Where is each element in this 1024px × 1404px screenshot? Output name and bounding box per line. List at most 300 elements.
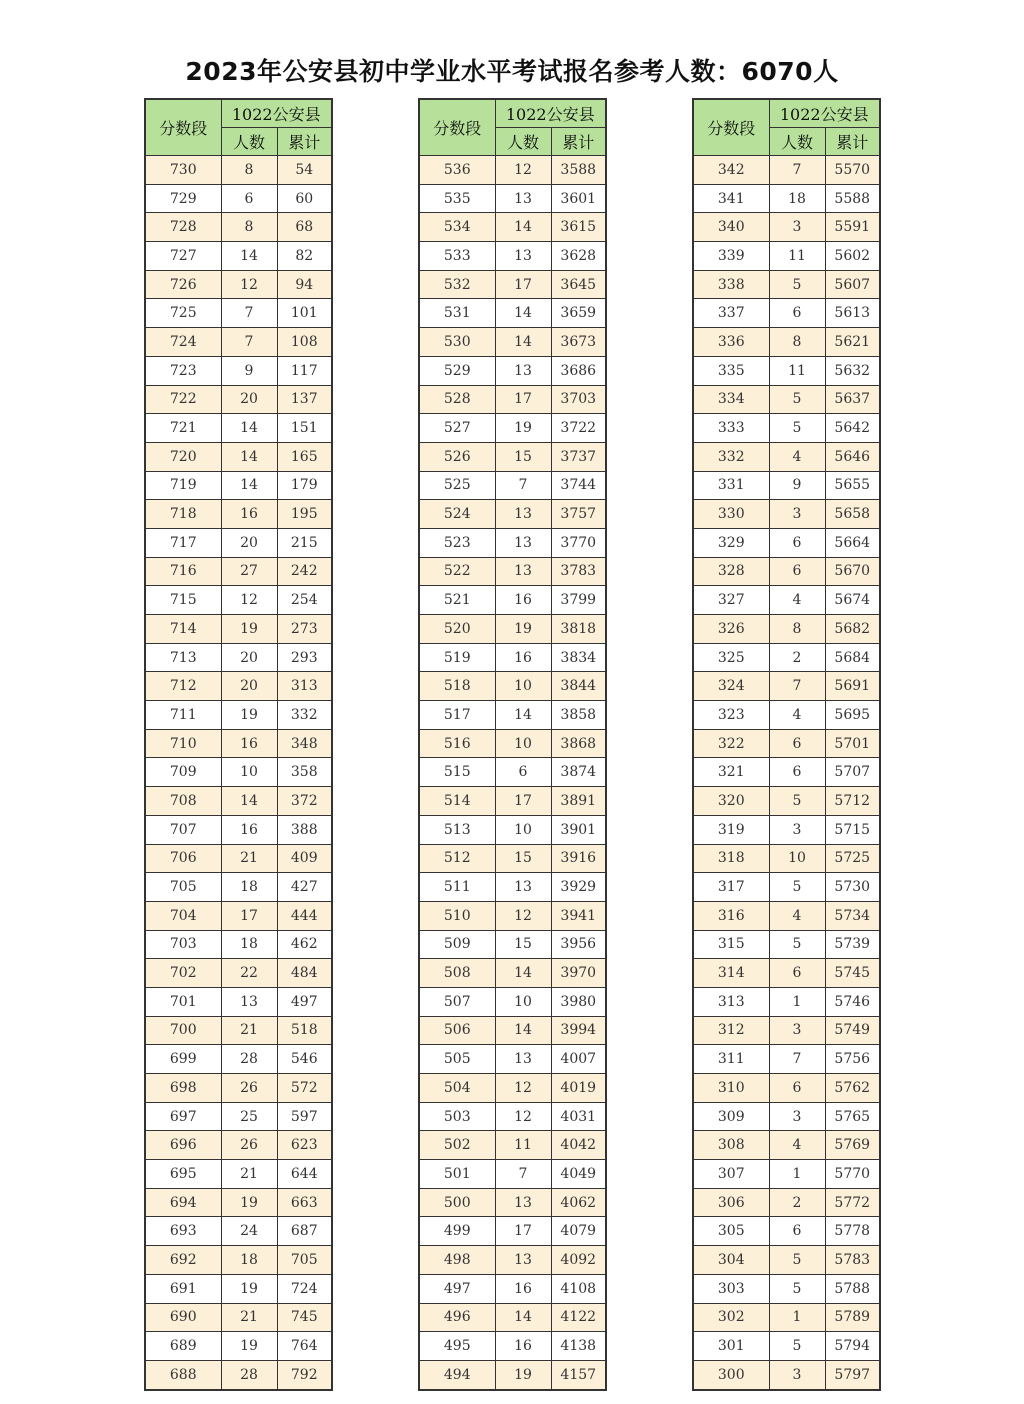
table-row [693,471,880,500]
cumulative-cell: 137 [277,385,332,414]
cumulative-cell: 3916 [551,844,606,873]
count-cell: 19 [221,701,277,730]
count-cell: 26 [221,1131,277,1160]
table-row [419,1360,606,1389]
cumulative-cell: 5756 [825,1045,880,1074]
cumulative-cell: 117 [277,356,332,385]
table-row [145,787,332,816]
table-row [145,1016,332,1045]
cumulative-cell: 644 [277,1160,332,1189]
count-cell: 10 [221,758,277,787]
score-cell: 698 [145,1074,221,1103]
cumulative-cell: 3844 [551,672,606,701]
count-cell: 5 [769,930,825,959]
table-row [419,557,606,586]
score-cell: 688 [145,1360,221,1389]
cumulative-cell: 4007 [551,1045,606,1074]
cumulative-cell: 705 [277,1246,332,1275]
score-cell: 304 [693,1246,769,1275]
table-row [693,1360,880,1389]
table-body [419,156,606,1390]
table-row [419,1131,606,1160]
count-cell: 2 [769,1188,825,1217]
table-row [145,758,332,787]
cumulative-cell: 5772 [825,1188,880,1217]
count-cell: 7 [495,471,551,500]
score-cell: 711 [145,701,221,730]
table-row [693,242,880,271]
count-cell: 13 [495,873,551,902]
score-cell: 529 [419,356,495,385]
table-row [145,1360,332,1389]
cumulative-cell: 242 [277,557,332,586]
cumulative-cell: 388 [277,815,332,844]
score-cell: 330 [693,500,769,529]
table-row [419,500,606,529]
score-cell: 495 [419,1332,495,1361]
cumulative-cell: 484 [277,959,332,988]
count-cell: 3 [769,500,825,529]
table-row [419,758,606,787]
cumulative-cell: 101 [277,299,332,328]
score-cell: 715 [145,586,221,615]
table-row [419,844,606,873]
cumulative-cell: 3628 [551,242,606,271]
cumulative-cell: 5788 [825,1274,880,1303]
count-cell: 17 [221,901,277,930]
score-cell: 527 [419,414,495,443]
count-cell: 6 [495,758,551,787]
table-row [693,615,880,644]
count-cell: 6 [221,184,277,213]
count-cell: 3 [769,1016,825,1045]
count-cell: 14 [495,1303,551,1332]
cumulative-cell: 3799 [551,586,606,615]
score-cell: 696 [145,1131,221,1160]
cumulative-cell: 293 [277,643,332,672]
score-cell: 505 [419,1045,495,1074]
count-cell: 13 [495,184,551,213]
score-cell: 693 [145,1217,221,1246]
table-row [419,1332,606,1361]
cumulative-cell: 427 [277,873,332,902]
score-cell: 313 [693,987,769,1016]
cumulative-cell: 3659 [551,299,606,328]
table-row [693,701,880,730]
score-cell: 726 [145,270,221,299]
cumulative-cell: 54 [277,156,332,185]
region-header: 1022公安县 [221,99,332,128]
table-row [693,959,880,988]
cumulative-cell: 5632 [825,356,880,385]
count-cell: 17 [495,385,551,414]
score-cell: 702 [145,959,221,988]
table-row [419,1246,606,1275]
score-cell: 689 [145,1332,221,1361]
cumulative-cell: 5674 [825,586,880,615]
count-cell: 19 [221,1188,277,1217]
count-cell: 7 [495,1160,551,1189]
table-row [145,1303,332,1332]
table-row [145,643,332,672]
table-row [693,787,880,816]
cumulative-cell: 5646 [825,442,880,471]
cumulative-cell: 3601 [551,184,606,213]
score-cell: 707 [145,815,221,844]
cumulative-header: 累计 [551,128,606,156]
table-row [419,1016,606,1045]
cumulative-cell: 5613 [825,299,880,328]
table-row [419,729,606,758]
table-row [145,385,332,414]
score-cell: 513 [419,815,495,844]
cumulative-cell: 764 [277,1332,332,1361]
count-cell: 14 [495,213,551,242]
count-cell: 10 [495,672,551,701]
score-cell: 701 [145,987,221,1016]
table-row [419,270,606,299]
count-cell: 20 [221,385,277,414]
table-row [419,471,606,500]
score-cell: 301 [693,1332,769,1361]
count-cell: 14 [221,442,277,471]
table-row [145,873,332,902]
table-row [419,787,606,816]
cumulative-cell: 195 [277,500,332,529]
cumulative-cell: 108 [277,328,332,357]
score-cell: 496 [419,1303,495,1332]
cumulative-cell: 497 [277,987,332,1016]
table-row [145,299,332,328]
table-row [693,328,880,357]
table-row [693,557,880,586]
score-cell: 534 [419,213,495,242]
score-cell: 695 [145,1160,221,1189]
cumulative-cell: 4157 [551,1360,606,1389]
count-cell: 20 [221,672,277,701]
count-cell: 17 [495,1217,551,1246]
table-body [145,156,332,1390]
score-cell: 692 [145,1246,221,1275]
table-row [693,1274,880,1303]
count-cell: 15 [495,930,551,959]
cumulative-cell: 60 [277,184,332,213]
score-cell: 714 [145,615,221,644]
cumulative-cell: 5707 [825,758,880,787]
cumulative-cell: 724 [277,1274,332,1303]
score-cell: 708 [145,787,221,816]
count-cell: 28 [221,1360,277,1389]
count-cell: 12 [495,1102,551,1131]
score-cell: 511 [419,873,495,902]
cumulative-cell: 4122 [551,1303,606,1332]
table-row [693,1016,880,1045]
score-cell: 318 [693,844,769,873]
count-cell: 10 [495,729,551,758]
count-cell: 13 [495,500,551,529]
cumulative-cell: 4042 [551,1131,606,1160]
table-row [693,729,880,758]
table-row [145,1274,332,1303]
table-row [145,1188,332,1217]
cumulative-cell: 5602 [825,242,880,271]
cumulative-cell: 215 [277,528,332,557]
score-cell: 498 [419,1246,495,1275]
cumulative-cell: 3673 [551,328,606,357]
table-row [693,442,880,471]
table-row [145,1045,332,1074]
score-cell: 528 [419,385,495,414]
cumulative-cell: 3645 [551,270,606,299]
count-cell: 13 [495,1246,551,1275]
count-cell: 6 [769,1074,825,1103]
table-row [419,930,606,959]
table-row [145,815,332,844]
count-cell: 13 [495,1188,551,1217]
count-cell: 8 [221,213,277,242]
table-row [145,701,332,730]
cumulative-cell: 3980 [551,987,606,1016]
table-row [693,873,880,902]
score-cell: 328 [693,557,769,586]
count-cell: 5 [769,385,825,414]
score-cell: 503 [419,1102,495,1131]
table-row [693,1303,880,1332]
score-cell: 718 [145,500,221,529]
table-row [693,356,880,385]
count-cell: 2 [769,643,825,672]
table-row [145,270,332,299]
score-cell: 315 [693,930,769,959]
cumulative-cell: 3956 [551,930,606,959]
table-row [145,930,332,959]
table-row [419,1102,606,1131]
count-cell: 19 [221,615,277,644]
cumulative-cell: 5642 [825,414,880,443]
score-cell: 518 [419,672,495,701]
cumulative-cell: 3703 [551,385,606,414]
count-cell: 8 [769,328,825,357]
score-cell: 690 [145,1303,221,1332]
count-cell: 5 [769,1274,825,1303]
score-cell: 699 [145,1045,221,1074]
table-row [693,672,880,701]
table-row [419,1188,606,1217]
table-row [419,1160,606,1189]
count-cell: 26 [221,1074,277,1103]
count-cell: 15 [495,442,551,471]
cumulative-cell: 5570 [825,156,880,185]
count-cell: 21 [221,1016,277,1045]
count-cell: 18 [221,1246,277,1275]
cumulative-cell: 5591 [825,213,880,242]
cumulative-cell: 3783 [551,557,606,586]
score-cell: 720 [145,442,221,471]
table-row [693,586,880,615]
cumulative-cell: 3770 [551,528,606,557]
score-cell: 516 [419,729,495,758]
cumulative-cell: 3868 [551,729,606,758]
cumulative-cell: 94 [277,270,332,299]
score-cell: 333 [693,414,769,443]
count-cell: 16 [221,815,277,844]
score-table-1 [144,98,333,1391]
score-header: 分数段 [145,99,221,156]
count-cell: 5 [769,1332,825,1361]
score-cell: 507 [419,987,495,1016]
cumulative-cell: 5783 [825,1246,880,1275]
score-cell: 307 [693,1160,769,1189]
cumulative-cell: 313 [277,672,332,701]
score-cell: 302 [693,1303,769,1332]
table-row [693,1188,880,1217]
score-cell: 536 [419,156,495,185]
table-row [419,1045,606,1074]
score-cell: 728 [145,213,221,242]
count-cell: 19 [495,615,551,644]
score-cell: 326 [693,615,769,644]
count-cell: 11 [769,356,825,385]
score-cell: 706 [145,844,221,873]
cumulative-cell: 5770 [825,1160,880,1189]
cumulative-cell: 3818 [551,615,606,644]
score-cell: 519 [419,643,495,672]
page-title: 2023年公安县初中学业水平考试报名参考人数：6070人 [185,57,839,86]
cumulative-cell: 4031 [551,1102,606,1131]
cumulative-cell: 3970 [551,959,606,988]
score-cell: 515 [419,758,495,787]
table-row [693,385,880,414]
count-cell: 18 [221,930,277,959]
cumulative-cell: 5664 [825,528,880,557]
count-cell: 6 [769,299,825,328]
count-cell: 1 [769,1303,825,1332]
count-cell: 13 [221,987,277,1016]
table-row [693,414,880,443]
table-row [145,1217,332,1246]
count-cell: 19 [495,414,551,443]
count-cell: 4 [769,701,825,730]
count-cell: 19 [495,1360,551,1389]
table-row [145,1160,332,1189]
cumulative-cell: 5769 [825,1131,880,1160]
score-cell: 308 [693,1131,769,1160]
table-row [419,528,606,557]
score-cell: 335 [693,356,769,385]
score-cell: 504 [419,1074,495,1103]
count-cell: 14 [221,242,277,271]
score-cell: 502 [419,1131,495,1160]
count-cell: 6 [769,528,825,557]
cumulative-header: 累计 [825,128,880,156]
table-row [145,959,332,988]
count-cell: 18 [221,873,277,902]
cumulative-cell: 3744 [551,471,606,500]
cumulative-cell: 5637 [825,385,880,414]
table-row [419,1074,606,1103]
count-cell: 10 [769,844,825,873]
table-row [419,156,606,185]
count-cell: 6 [769,557,825,586]
cumulative-cell: 254 [277,586,332,615]
cumulative-cell: 5730 [825,873,880,902]
cumulative-cell: 5607 [825,270,880,299]
count-cell: 3 [769,213,825,242]
table-row [145,615,332,644]
cumulative-cell: 3686 [551,356,606,385]
score-cell: 524 [419,500,495,529]
table-row [693,987,880,1016]
score-cell: 331 [693,471,769,500]
region-header: 1022公安县 [495,99,606,128]
table-row [145,414,332,443]
cumulative-cell: 4108 [551,1274,606,1303]
table-row [145,1074,332,1103]
table-row [693,1332,880,1361]
table-row [145,987,332,1016]
score-cell: 520 [419,615,495,644]
cumulative-cell: 5762 [825,1074,880,1103]
count-header: 人数 [495,128,551,156]
score-cell: 319 [693,815,769,844]
table-row [145,242,332,271]
score-cell: 494 [419,1360,495,1389]
count-cell: 1 [769,987,825,1016]
cumulative-cell: 5739 [825,930,880,959]
score-cell: 497 [419,1274,495,1303]
count-cell: 8 [769,615,825,644]
cumulative-cell: 518 [277,1016,332,1045]
score-cell: 314 [693,959,769,988]
count-cell: 5 [769,873,825,902]
cumulative-cell: 5734 [825,901,880,930]
score-cell: 535 [419,184,495,213]
count-cell: 14 [221,414,277,443]
table-row [145,471,332,500]
cumulative-cell: 745 [277,1303,332,1332]
score-table-3 [692,98,881,1391]
score-cell: 700 [145,1016,221,1045]
count-cell: 25 [221,1102,277,1131]
count-cell: 13 [495,242,551,271]
count-cell: 16 [495,586,551,615]
table-row [145,844,332,873]
table-row [145,672,332,701]
count-cell: 6 [769,729,825,758]
cumulative-cell: 4079 [551,1217,606,1246]
count-cell: 19 [221,1274,277,1303]
cumulative-cell: 3929 [551,873,606,902]
score-cell: 329 [693,528,769,557]
count-cell: 5 [769,414,825,443]
score-cell: 703 [145,930,221,959]
table-row [419,586,606,615]
table-row [145,1131,332,1160]
table-row [145,328,332,357]
table-row [419,643,606,672]
score-cell: 517 [419,701,495,730]
cumulative-cell: 5712 [825,787,880,816]
count-cell: 13 [495,356,551,385]
score-cell: 324 [693,672,769,701]
count-cell: 18 [769,184,825,213]
cumulative-cell: 5684 [825,643,880,672]
table-row [693,930,880,959]
table-row [419,873,606,902]
score-cell: 300 [693,1360,769,1389]
cumulative-cell: 5691 [825,672,880,701]
cumulative-cell: 3615 [551,213,606,242]
